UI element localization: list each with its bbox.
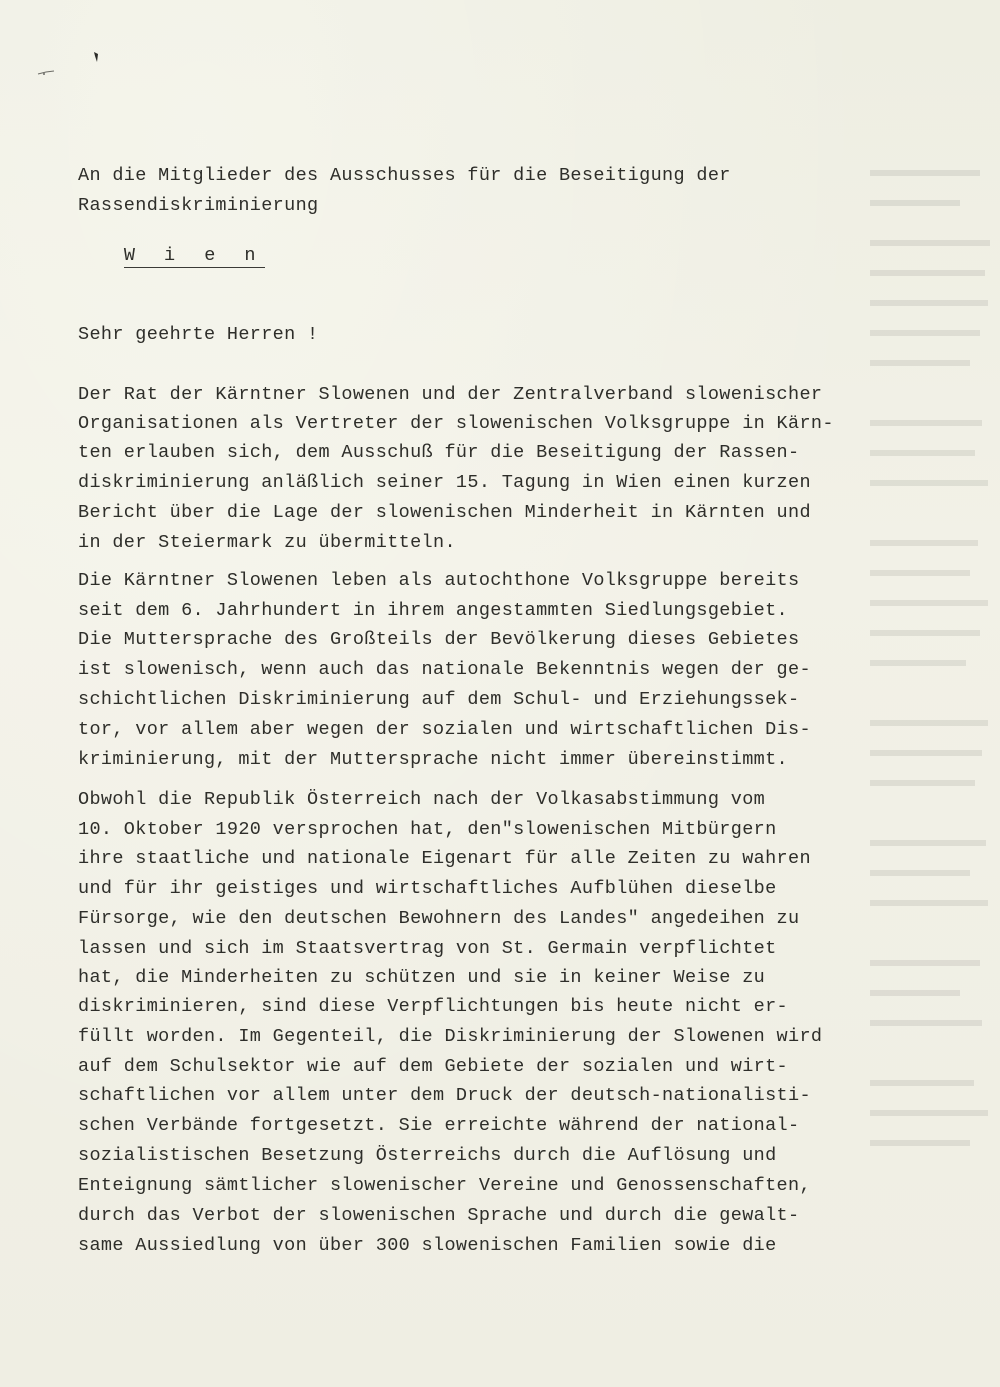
paragraph-3-line: auf dem Schulsektor wie auf dem Gebiete der sozialen und wirt- [78, 1056, 789, 1077]
paragraph-1-line: ten erlauben sich, dem Ausschuß für die Beseitigung der Rassen- [78, 442, 800, 463]
paragraph-3-line: same Aussiedlung von über 300 slowenischen Familien sowie die [78, 1235, 777, 1256]
address-city-row [78, 226, 265, 286]
paragraph-3-line: durch das Verbot der slowenischen Sprache und durch die gewalt- [78, 1205, 800, 1226]
paragraph-3-line: sozialistischen Besetzung Österreichs durch die Auflösung und [78, 1145, 777, 1166]
paragraph-3-line: lassen und sich im Staatsvertrag von St. Germain verpflichtet [78, 938, 777, 959]
paragraph-3-line: schaftlichen vor allem unter dem Druck der deutsch-nationalisti- [78, 1085, 811, 1106]
paragraph-1-line: Organisationen als Vertreter der slowenischen Volksgruppe in Kärn- [78, 413, 834, 434]
paragraph-1-line: Der Rat der Kärntner Slowenen und der Zentralverband slowenischer [78, 384, 823, 405]
paragraph-3-line: Obwohl die Republik Österreich nach der Volkasabstimmung vom [78, 789, 766, 810]
paragraph-1-line: Bericht über die Lage der slowenischen Minderheit in Kärnten und [78, 502, 811, 523]
address-line-1: An die Mitglieder des Ausschusses für die Beseitigung der [78, 165, 731, 186]
paragraph-3-line: Enteignung sämtlicher slowenischer Vereine und Genossenschaften, [78, 1175, 811, 1196]
pen-mark-icon [36, 44, 116, 84]
paragraph-3-line: ihre staatliche und nationale Eigenart für alle Zeiten zu wahren [78, 848, 811, 869]
paragraph-2-line: Die Kärntner Slowenen leben als autochthone Volksgruppe bereits [78, 570, 800, 591]
paragraph-3-line: 10. Oktober 1920 versprochen hat, den"slowenischen Mitbürgern [78, 819, 777, 840]
paragraph-2-line: kriminierung, mit der Muttersprache nicht immer übereinstimmt. [78, 749, 789, 770]
address-city: W i e n [123, 245, 265, 266]
paragraph-2-line: seit dem 6. Jahrhundert in ihrem angestammten Siedlungsgebiet. [78, 600, 789, 621]
address-line-2: Rassendiskriminierung [78, 195, 319, 216]
paragraph-2-line: ist slowenisch, wenn auch das nationale Bekenntnis wegen der ge- [78, 659, 811, 680]
paragraph-1-line: in der Steiermark zu übermitteln. [78, 532, 456, 553]
paragraph-3-line: und für ihr geistiges und wirtschaftliches Aufblühen dieselbe [78, 878, 777, 899]
paragraph-3-line: schen Verbände fortgesetzt. Sie erreichte während der national- [78, 1115, 800, 1136]
paragraph-3-line: diskriminieren, sind diese Verpflichtungen bis heute nicht er- [78, 996, 789, 1017]
paragraph-3-line: füllt worden. Im Gegenteil, die Diskriminierung der Slowenen wird [78, 1026, 823, 1047]
paragraph-2-line: schichtlichen Diskriminierung auf dem Schul- und Erziehungssek- [78, 689, 800, 710]
paragraph-3-line: hat, die Minderheiten zu schützen und sie in keiner Weise zu [78, 967, 766, 988]
paragraph-2-line: tor, vor allem aber wegen der sozialen und wirtschaftlichen Dis- [78, 719, 811, 740]
paragraph-1-line: diskriminierung anläßlich seiner 15. Tagung in Wien einen kurzen [78, 472, 811, 493]
salutation: Sehr geehrte Herren ! [78, 324, 319, 345]
paragraph-3-line: Fürsorge, wie den deutschen Bewohnern des Landes" angedeihen zu [78, 908, 800, 929]
paragraph-2-line: Die Muttersprache des Großteils der Bevölkerung dieses Gebietes [78, 629, 800, 650]
bleed-through-shadow [870, 160, 1000, 1260]
